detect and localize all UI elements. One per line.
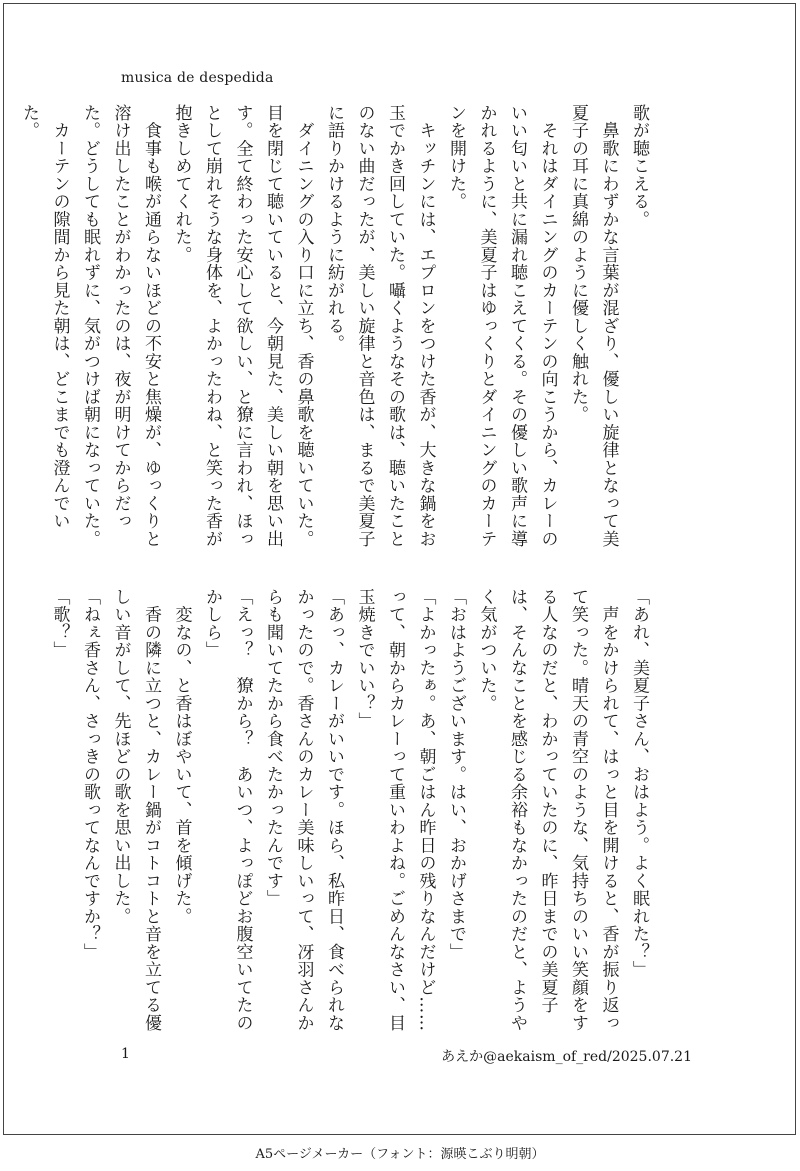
paragraph: 「あっ、カレーがいいです。ほら、私昨日、食べられなかったので。香さんのカレー美味しいって、冴羽さんからも聞いてたから食べたかったんです」 (263, 588, 344, 1032)
paragraph: 「ねぇ香さん、さっきの歌ってなんですか？」 (80, 588, 100, 961)
paragraph: 歌が聴こえる。 (629, 104, 649, 229)
paragraph: キッチンには、エプロンをつけた香が、大きな鍋をお玉でかき回していた。囁くようなその歌は、聴いたことのない曲だったが、美しい旋律と音色は、まるで美夏子に語りかけるように紡がれる。 (324, 104, 436, 548)
paragraph: それはダイニングのカーテンの向こうから、カレーのいい匂いと共に漏れ聴こえてくる。その優しい歌声に導かれるように、美夏子はゆっくりとダイニングのカーテンを開けた。 (446, 104, 558, 548)
maker-caption: A5ページメーカー（フォント：源暎こぶり明朝） (255, 1147, 545, 1162)
paragraph: 「よかったぁ。あ、朝ごはん昨日の残りなんだけど……って、朝からカレーって重いわよね。ごめんなさい、目玉焼きでいい？」 (354, 588, 436, 1032)
page-number: 1 (121, 1046, 130, 1062)
paragraph: 声をかけられて、はっと目を開けると、香が振り返って笑った。晴天の青空のような、気持ちのいい笑顔をする人なのだと、わかっていたのに、昨日までの美夏子は、そんなことを感じる余裕もなかったのだと、ようやく気がついた。 (476, 588, 619, 1032)
page-frame (3, 3, 796, 1135)
paragraph: 食事も喉が通らないほどの不安と焦燥が、ゆっくりと溶け出したことがわかったのは、夜が明けてからだった。どうしても眠れずに、気がつけば朝になっていた。 (80, 104, 161, 548)
paragraph: 鼻歌にわずかな言葉が混ざり、優しい旋律となって美夏子の耳に真綿のように優しく触れた。 (568, 104, 619, 548)
paragraph: 「歌？」 (49, 588, 70, 659)
top-text-block (19, 104, 654, 556)
paragraph: ダイニングの入り口に立ち、香の鼻歌を聴いていた。目を閉じて聴いていると、今朝見た、美しい朝を思い出す。全て終わった安心して欲しい、と獠に言われ、ほっとして崩れそうな身体を、よかったわね、と笑った香が抱きしめてくれた。 (171, 104, 314, 548)
paragraph: 「あれ、美夏子さん、おはよう。よく眠れた？」 (629, 588, 649, 979)
running-header-title: musica de despedida (121, 70, 274, 86)
paragraph: カーテンの隙間から見た朝は、どこまでも澄んでいた。 (19, 104, 70, 530)
bottom-text-block (49, 588, 654, 1040)
paragraph: 変なの、と香はぼやいて、首を傾げた。 (171, 588, 192, 926)
author-credit: あえか@aekaism_of_red/2025.07.21 (441, 1049, 692, 1065)
paragraph: 香の隣に立つと、カレー鍋がコトコトと音を立てる優しい音がして、先ほどの歌を思い出した。 (110, 588, 161, 1032)
paragraph: 「えっ？ 獠から？ あいつ、よっぽどお腹空いてたのかしら」 (202, 588, 253, 1032)
paragraph: 「おはようございます。はい、おかげさまで」 (446, 588, 466, 961)
